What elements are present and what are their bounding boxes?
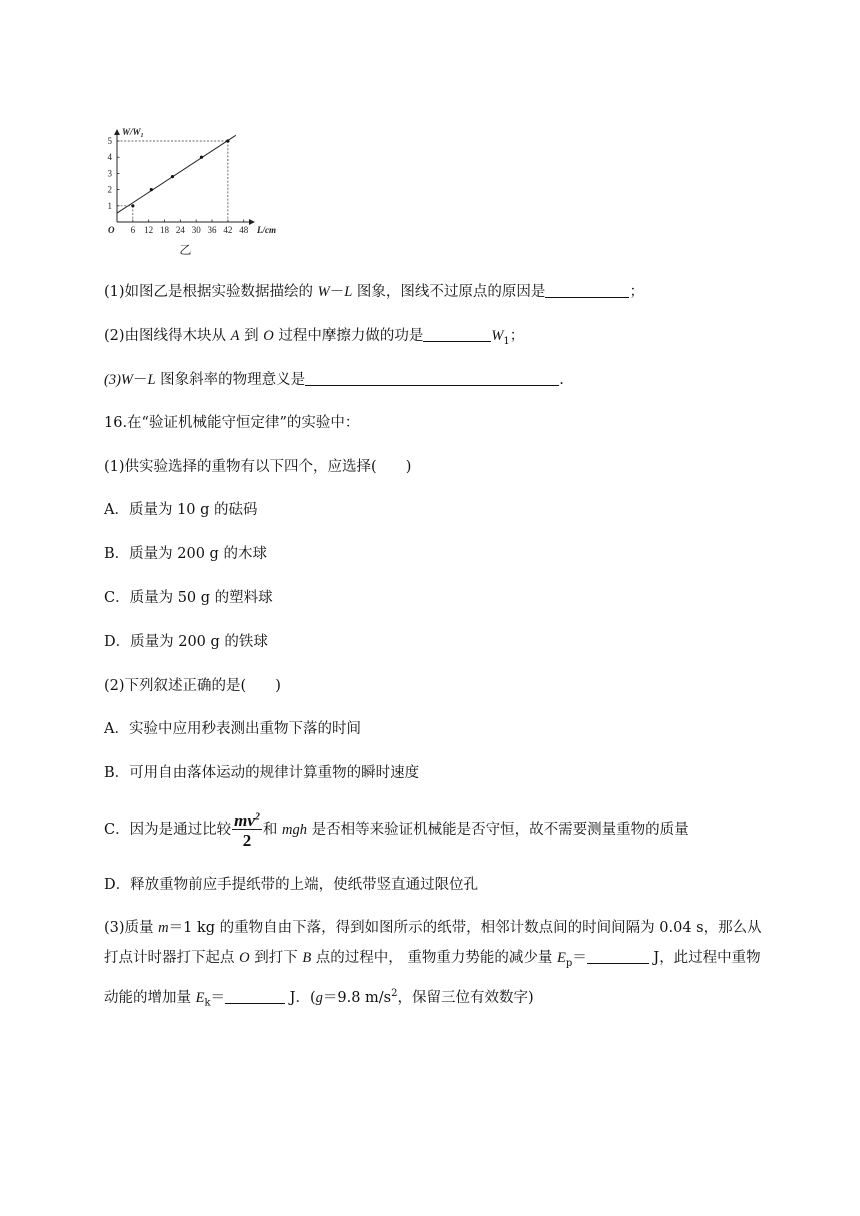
x-tick-label: 24 xyxy=(175,225,185,235)
punct: ； xyxy=(629,284,644,300)
y-axis-title-sub: 1 xyxy=(140,133,144,139)
subscript-p: p xyxy=(565,957,573,969)
frac-numerator: mv xyxy=(234,810,255,830)
y-axis-title: $W/W_1$ xyxy=(122,127,144,139)
var-g: g xyxy=(315,989,323,1006)
data-point xyxy=(226,139,229,142)
q16-title: 16.在“验证机械能守恒定律”的实验中： xyxy=(104,415,360,431)
q16-1-option-b[interactable]: B．质量为 200 g 的木球 xyxy=(104,546,267,562)
x-tick-label: 18 xyxy=(160,225,170,235)
y-tick-label: 5 xyxy=(107,136,112,146)
q16-3-j: ，保留三位有效数字) xyxy=(397,989,534,1006)
q16-3-b: ＝1 kg 的重物自由下落，得到如图所示的纸带，相邻计数点间的时间间隔为 0.04 s，那么从打点计时器打下起点 xyxy=(104,920,762,966)
var-mgh: mgh xyxy=(281,822,307,838)
x-tick-label: 12 xyxy=(144,225,154,235)
data-point xyxy=(150,188,153,191)
x-tick-label: 36 xyxy=(207,225,217,235)
q15-part2 xyxy=(104,326,524,352)
y-tick-label: 4 xyxy=(107,152,112,163)
frac-denominator: 2 xyxy=(242,830,252,850)
answer-blank-ep[interactable] xyxy=(587,949,649,964)
minus-sign: － xyxy=(133,372,148,388)
w-l-chart xyxy=(103,124,278,262)
q16-1-stem: (1)供实验选择的重物有以下四个，应选择( ) xyxy=(104,459,412,475)
var-m: m xyxy=(158,920,169,936)
q16-2-option-d[interactable]: D．释放重物前应手提纸带的上端，使纸带竖直通过限位孔 xyxy=(104,877,479,893)
option-c-prefix: C．因为是通过比较 xyxy=(104,822,232,838)
x-tick-label: 42 xyxy=(223,225,233,235)
q15-2-text-b: 到 xyxy=(239,328,264,344)
q16-1-option-c[interactable]: C．质量为 50 g 的塑料球 xyxy=(104,590,273,606)
figure-caption: 乙 xyxy=(179,243,192,257)
var-ep: E xyxy=(557,950,566,966)
q16-3-f: J，此过程中重物动能的增加量 xyxy=(104,950,761,1006)
x-tick-label: 6 xyxy=(130,225,136,235)
x-tick-label: 48 xyxy=(239,225,249,235)
q16-3-c: 到打下 xyxy=(249,950,303,966)
q15-2-text-a: (2)由图线得木块从 xyxy=(104,328,231,344)
var-ek: E xyxy=(195,989,205,1006)
answer-blank-15-2[interactable] xyxy=(423,327,491,342)
y-tick-label: 2 xyxy=(107,184,112,195)
q16-2-stem: (2)下列叙述正确的是( ) xyxy=(104,678,281,694)
origin-label: O xyxy=(108,225,115,235)
q15-3-label-w: (3)W xyxy=(104,372,133,388)
punct: . xyxy=(559,372,564,388)
fraction-mv2-over-2 xyxy=(232,812,262,849)
minus-sign: － xyxy=(329,284,345,300)
var-a: A xyxy=(230,328,240,344)
q15-1-text-c: 图象，图线不过原点的原因是 xyxy=(352,284,546,300)
answer-blank-ek[interactable] xyxy=(225,989,285,1004)
q16-2-option-c[interactable] xyxy=(104,806,689,854)
punct: ； xyxy=(509,328,525,344)
x-axis-title: L/cm xyxy=(257,225,276,235)
q15-1-text-a: (1)如图乙是根据实验数据描绘的 xyxy=(104,284,318,300)
answer-blank-15-1[interactable] xyxy=(545,283,629,298)
var-w: W xyxy=(317,284,330,300)
option-c-suffix: 是否相等来验证机械能是否守恒，故不需要测量重物的质量 xyxy=(306,822,689,838)
y-tick-label: 1 xyxy=(107,200,112,211)
data-point xyxy=(131,204,134,207)
data-point xyxy=(171,175,174,178)
y-tick-label: 3 xyxy=(107,168,112,179)
subscript-k: k xyxy=(204,997,211,1009)
q16-3-a: (3)质量 xyxy=(104,920,159,936)
q16-3-paragraph xyxy=(104,913,764,1019)
q16-2-option-a[interactable]: A．实验中应用秒表测出重物下落的时间 xyxy=(104,721,361,737)
var-l: L xyxy=(147,372,156,388)
fit-line xyxy=(117,135,236,213)
var-o: O xyxy=(239,950,250,966)
q16-1-option-a[interactable]: A．质量为 10 g 的砝码 xyxy=(104,502,258,518)
frac-sup: 2 xyxy=(254,810,260,822)
option-c-mid: 和 xyxy=(262,822,282,838)
q16-3-d: 点的过程中， 重物重力势能的减少量 xyxy=(311,950,557,966)
x-tick-label: 30 xyxy=(191,225,201,235)
q15-part1 xyxy=(104,282,644,302)
subscript-1: 1 xyxy=(503,335,510,347)
superscript-2: 2 xyxy=(391,987,398,999)
q16-3-h: J．( xyxy=(285,989,316,1006)
var-o: O xyxy=(263,328,274,344)
data-point xyxy=(200,156,203,159)
var-l: L xyxy=(344,284,353,300)
equals: ＝ xyxy=(210,989,226,1006)
q15-3-text-c: 图象斜率的物理意义是 xyxy=(155,372,306,388)
answer-blank-15-3[interactable] xyxy=(305,371,559,386)
q15-part3 xyxy=(104,370,564,390)
q16-3-i: ＝9.8 m/s xyxy=(322,989,392,1006)
equals: ＝ xyxy=(572,950,587,966)
var-b: B xyxy=(302,950,312,966)
q16-2-option-b[interactable]: B．可用自由落体运动的规律计算重物的瞬时速度 xyxy=(104,765,420,781)
var-w1: W xyxy=(491,328,504,344)
w-l-graph-figure xyxy=(103,124,278,262)
q16-1-option-d[interactable]: D．质量为 200 g 的铁球 xyxy=(104,634,268,650)
q15-2-text-c: 过程中摩擦力做的功是 xyxy=(273,328,424,344)
